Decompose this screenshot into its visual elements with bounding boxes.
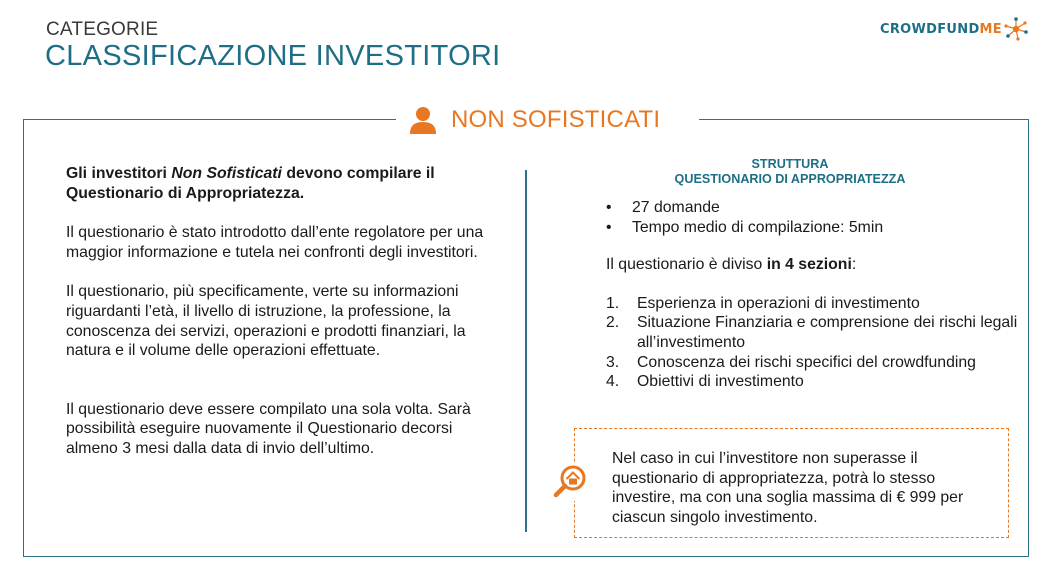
list-item: 4. Obiettivi di investimento [606, 373, 804, 391]
network-burst-icon [1003, 16, 1029, 42]
sections-intro: Il questionario è diviso in 4 sezioni: [606, 256, 857, 274]
list-item: • Tempo medio di compilazione: 5min [606, 218, 1026, 238]
list-item: 2. Situazione Finanziaria e comprensione dei rischi legali all’investimento [606, 314, 1018, 351]
bullet-list [606, 198, 1026, 237]
list-item: 1. Esperienza in operazioni di investimento [606, 294, 920, 312]
sections-list [606, 294, 1026, 392]
section-title: NON SOFISTICATI [451, 106, 661, 133]
retake-paragraph: Il questionario deve essere compilato una sola volta. Sarà possibilità eseguire nuovamente il Questionario decorsi almeno 3 mesi dalla data di invio dell’ultimo. [66, 400, 471, 457]
house-search-icon [552, 463, 590, 501]
section-header [396, 101, 699, 139]
person-icon [408, 105, 438, 135]
note-text: Nel caso in cui l’investitore non superasse il questionario di appropriatezza, potrà lo stesso investire, ma con una soglia massima di € 999 per ciascun singolo investimento. [612, 450, 964, 526]
logo-text: CROWDFUNDME [880, 21, 1002, 37]
structure-heading: STRUTTURA QUESTIONARIO DI APPROPRIATEZZA [674, 157, 906, 186]
regulator-paragraph: Il questionario è stato introdotto dall’ente regolatore per una maggior informazione e tutela nei confronti degli investitori. [66, 224, 484, 261]
left-column [66, 164, 491, 459]
content-paragraph: Il questionario, più specificamente, verte su informazioni riguardanti l’età, il livello di istruzione, la professione, la conoscenza dei servizi, operazioni e prodotti finanziari, la natura e il volume delle operazioni effettuate. [66, 283, 466, 360]
right-column [606, 198, 1026, 392]
list-item: • 27 domande [606, 198, 1026, 218]
crowdfundme-logo[interactable] [880, 16, 1029, 42]
list-item: 3. Conoscenza dei rischi specifici del crowdfunding [606, 353, 976, 371]
category-label: CATEGORIE [46, 19, 159, 40]
intro-paragraph: Gli investitori Non Sofisticati devono compilare il Questionario di Appropriatezza. [66, 165, 435, 202]
column-divider [525, 170, 527, 532]
page-title: CLASSIFICAZIONE INVESTITORI [45, 40, 501, 72]
